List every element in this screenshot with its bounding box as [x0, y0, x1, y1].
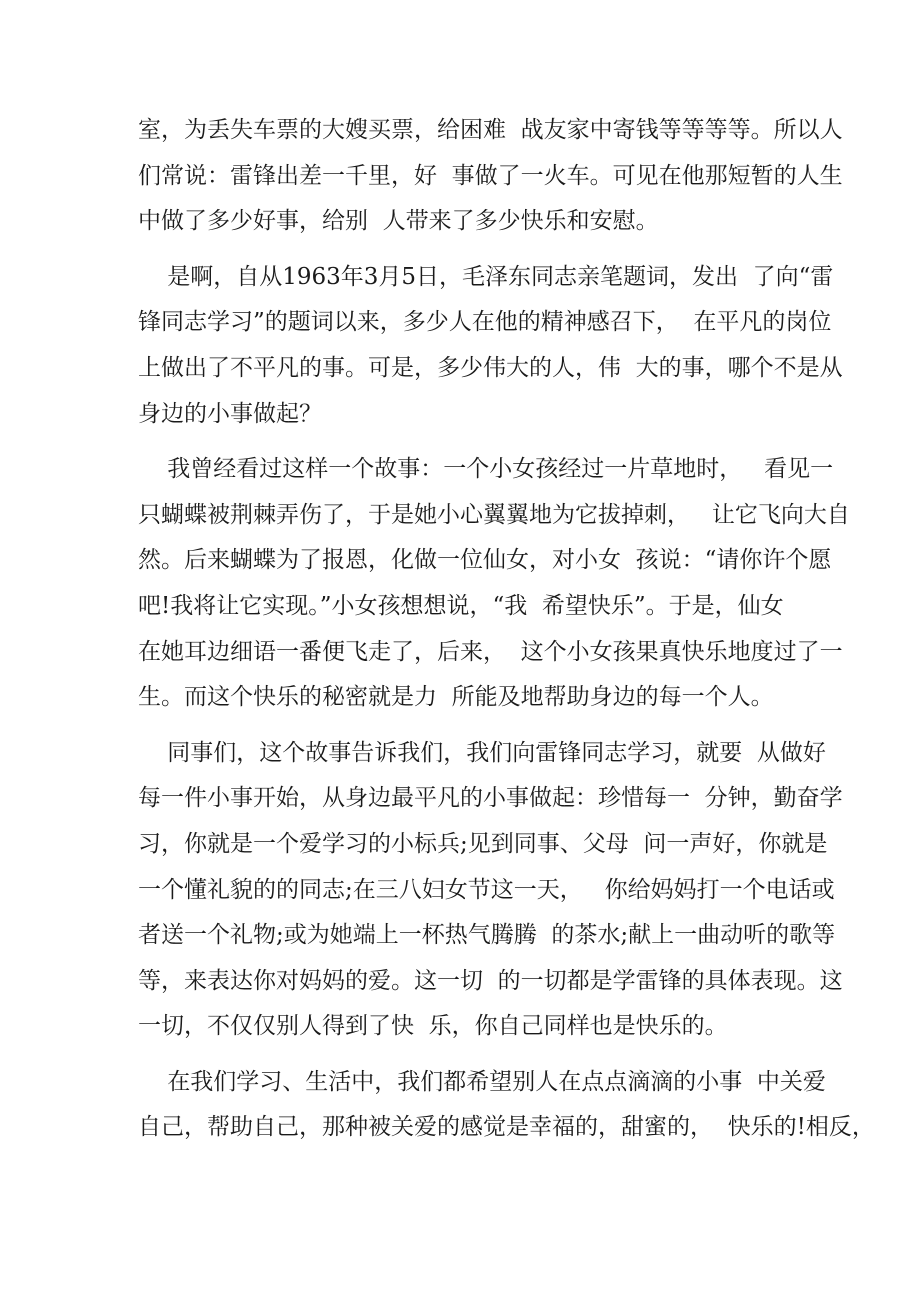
text-line: 们常说：雷锋出差一千里，好 事做了一火车。可见在他那短暂的人生: [138, 162, 843, 189]
text-line: 自己，帮助自己，那种被关爱的感觉是幸福的，甜蜜的， 快乐的!相反，: [138, 1114, 875, 1141]
text-line: 同事们，这个故事告诉我们，我们向雷锋同志学习，就要 从做好: [138, 739, 826, 766]
text-line: 上做出了不平凡的事。可是，多少伟大的人，伟 大的事，哪个不是从: [138, 354, 843, 381]
text-line: 室，为丢失车票的大嫂买票，给困难 战友家中寄钱等等等等。所以人: [138, 117, 843, 143]
text-line: 中做了多少好事，给别 人带来了多少快乐和安慰。: [138, 208, 659, 235]
text-line: 是啊，自从1963年3月5日，毛泽东同志亲笔题词，发出 了向“雷: [138, 263, 834, 290]
text-line: 只蝴蝶被荆棘弄伤了，于是她小心翼翼地为它拔掉刺， 让它飞向大自: [138, 501, 850, 528]
paragraph: [138, 255, 843, 437]
paragraph: [138, 108, 843, 245]
text-line: 每一件小事开始，从身边最平凡的小事做起：珍惜每一 分钟，勤奋学: [138, 785, 843, 812]
text-line: 一个懂礼貌的的同志;在三八妇女节这一天， 你给妈妈打一个电话或: [138, 876, 835, 903]
paragraph: [138, 447, 850, 721]
text-line: 习，你就是一个爱学习的小标兵;见到同事、父母 问一声好，你就是: [138, 830, 828, 857]
text-line: 生。而这个快乐的秘密就是力 所能及地帮助身边的每一个人。: [138, 684, 774, 711]
body-text: [138, 108, 875, 1151]
paragraph: [138, 1060, 875, 1151]
text-line: 一切，不仅仅别人得到了快 乐，你自己同样也是快乐的。: [138, 1013, 728, 1040]
text-line: 在她耳边细语一番便飞走了，后来， 这个小女孩果真快乐地度过了一: [138, 638, 843, 665]
text-line: 我曾经看过这样一个故事：一个小女孩经过一片草地时， 看见一: [138, 456, 834, 483]
text-line: 等，来表达你对妈妈的爱。这一切 的一切都是学雷锋的具体表现。这: [138, 967, 843, 994]
text-line: 在我们学习、生活中，我们都希望别人在点点滴滴的小事 中关爱: [138, 1068, 826, 1095]
text-line: 锋同志学习”的题词以来，多少人在他的精神感召下， 在平凡的岗位: [138, 309, 832, 336]
text-line: 身边的小事做起？: [138, 400, 322, 427]
text-line: 者送一个礼物;或为她端上一杯热气腾腾 的茶水;献上一曲动听的歌等: [138, 922, 836, 949]
paragraph: [138, 731, 843, 1050]
text-line: 然。后来蝴蝶为了报恩，化做一位仙女，对小女 孩说：“请你许个愿: [138, 547, 832, 574]
text-line: 吧!我将让它实现。”小女孩想想说，“我 希望快乐”。于是，仙女: [138, 592, 784, 619]
